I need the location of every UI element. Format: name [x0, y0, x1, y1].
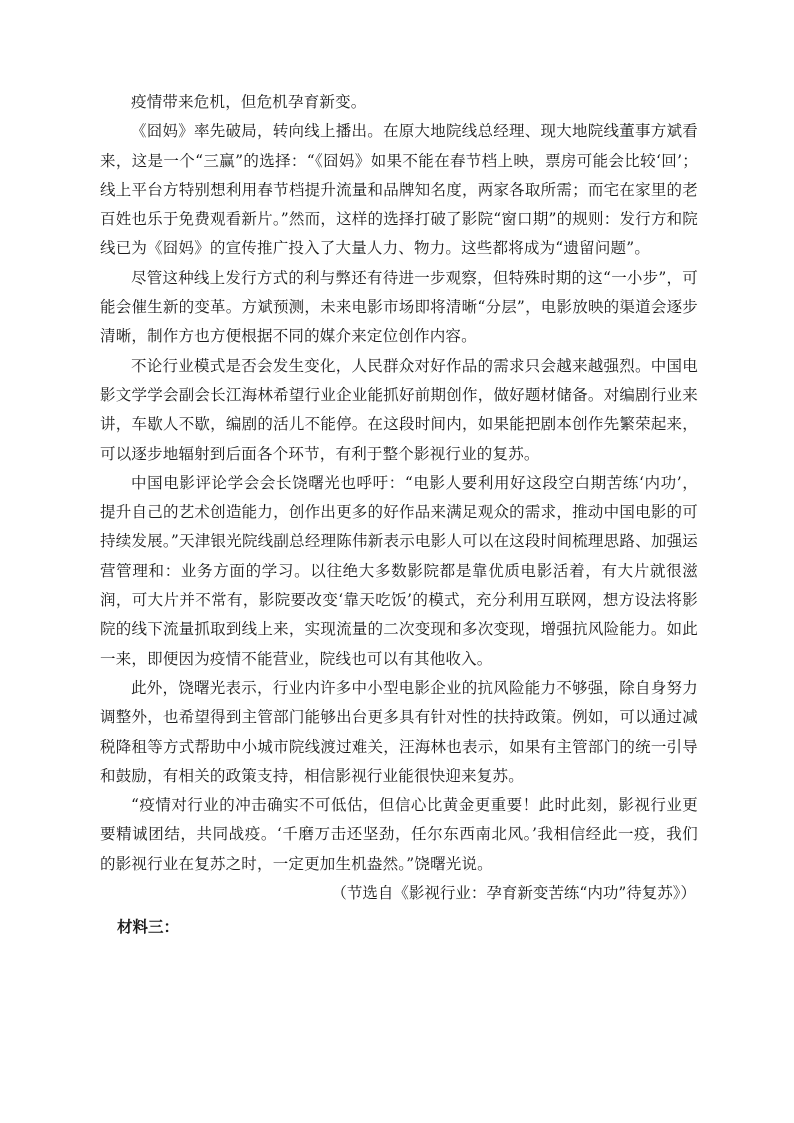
paragraph-1: 疫情带来危机，但危机孕育新变。	[131, 93, 367, 111]
paragraph-7: “疫情对行业的冲击确实不可低估，但信心比黄金更重要！此时此刻，影视行业更要精诚团结，共同战疫。‘千磨万击还坚劲，任尔东西南北风。’我相信经此一疫，我们的影视行业在复苏之时，一定更加生机盎然。”饶曙光说。	[100, 796, 698, 873]
source-citation: （节选自《影视行业：孕育新变苦练“内功”待复苏》）	[331, 884, 696, 903]
paragraph-5: 中国电影评论学会会长饶曙光也呼吁：“电影人要利用好这段空白期苦练‘内功’，提升自己的艺术创造能力，创作出更多的好作品来满足观众的需求，推动中国电影的可持续发展。”天津银光院线副总经理陈伟新表示电影人可以在这段时间梳理思路、加强运营管理和：业务方面的学习。以往绝大多数影院都是靠优质电影活着，有大片就很滋润，可大片并不常有，影院要改变‘靠天吃饭’的模式，充分利用互联网，想方设法将影院的线下流量抓取到线上来，实现流量的二次变现和多次变现，增强抗风险能力。如此一来，即便因为疫情不能营业，院线也可以有其他收入。	[100, 473, 698, 668]
paragraph-6: 此外，饶曙光表示，行业内许多中小型电影企业的抗风险能力不够强，除自身努力调整外，也希望得到主管部门能够出台更多具有针对性的扶持政策。例如，可以通过减税降租等方式帮助中小城市院线渡过难关，汪海林也表示，如果有主管部门的统一引导和鼓励，有相关的政策支持，相信影视行业能很快迎来复苏。	[100, 678, 698, 785]
paragraph-2: 《囧妈》率先破局，转向线上播出。在原大地院线总经理、现大地院线董事方斌看来，这是一个“三赢”的选择：“《囧妈》如果不能在春节档上映，票房可能会比较‘回’；线上平台方特别想利用春节档提升流量和品牌知名度，两家各取所需；而宅在家里的老百姓也乐于免费观看新片。”然而，这样的选择打破了影院“窗口期”的规则：发行方和院线已为《囧妈》的宣传推广投入了大量人力、物力。这些都将成为“遗留问题”。	[100, 122, 698, 258]
article-body	[100, 88, 698, 942]
section-label-material-3: 材料三：	[117, 917, 180, 937]
paragraph-4: 不论行业模式是否会发生变化，人民群众对好作品的需求只会越来越强烈。中国电影文学学会副会长江海林希望行业企业能抓好前期创作，做好题材储备。对编剧行业来讲，车歇人不歇，编剧的活儿不能停。在这段时间内，如果能把剧本创作先繁荣起来，可以逐步地辐射到后面各个环节，有利于整个影视行业的复苏。	[100, 356, 698, 463]
paragraph-3: 尽管这种线上发行方式的利与弊还有待进一步观察，但特殊时期的这“一小步”，可能会催生新的变革。方斌预测，未来电影市场即将清晰“分层”，电影放映的渠道会逐步清晰，制作方也方便根据不同的媒介来定位创作内容。	[100, 268, 698, 346]
